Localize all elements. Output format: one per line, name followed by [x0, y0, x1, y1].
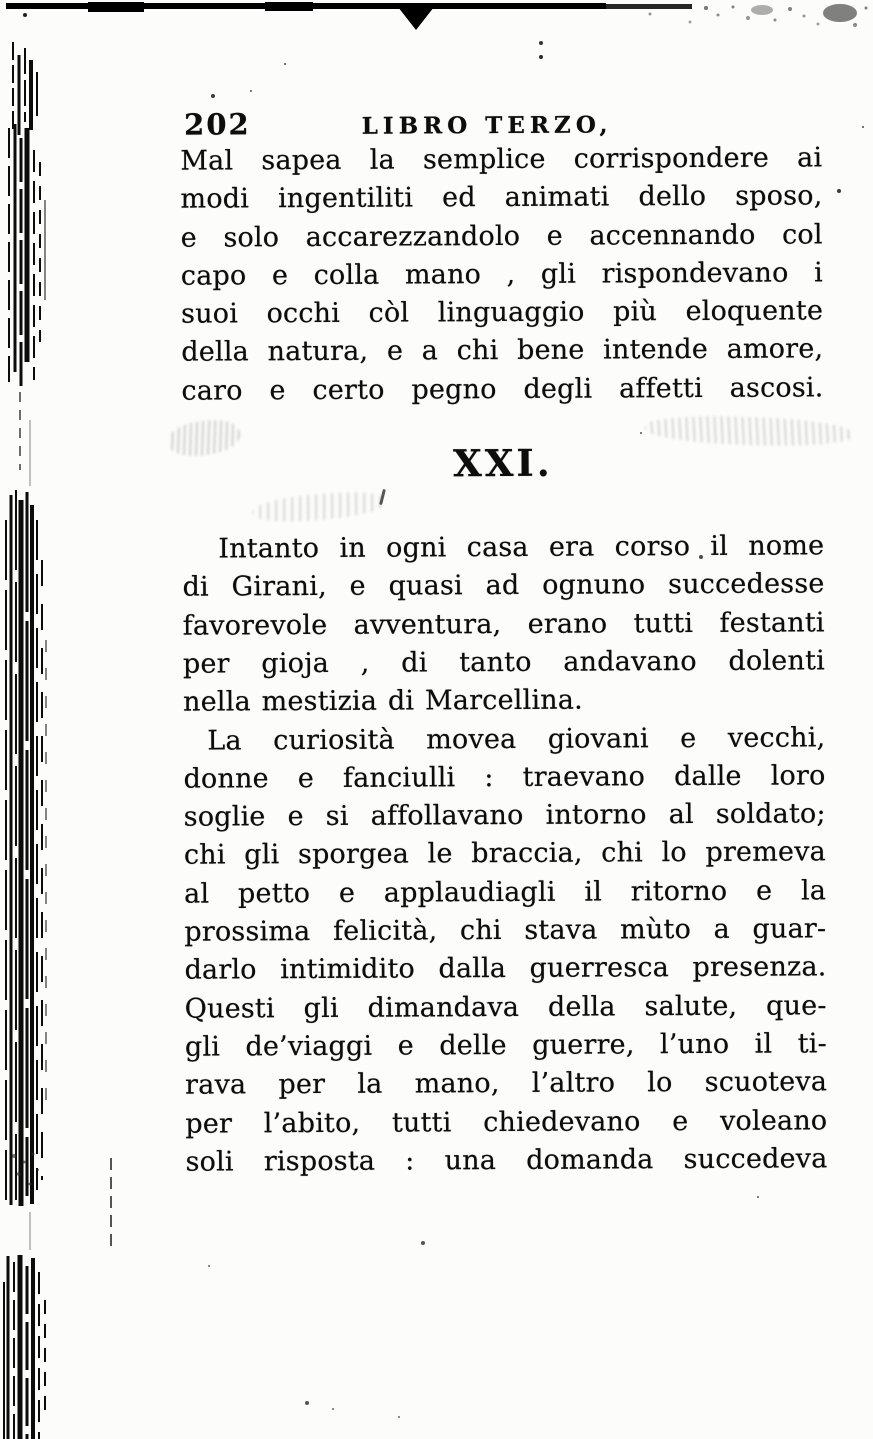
text-line: al petto e applaudiagli il ritorno e la — [184, 875, 827, 910]
heading-spacer — [182, 485, 824, 530]
text-line: Questi gli dimandava della salute, que- — [184, 989, 827, 1025]
text-line: e solo accarezzandolo e accennando col — [180, 218, 823, 254]
text-line: Mal sapea la semplice corrispondere ai — [180, 142, 823, 177]
text-line: Intanto in ogni casa era corso il nome — [218, 530, 825, 565]
ink-specks — [0, 0, 2, 2]
text-line: per l’abito, tutti chiedevano e voleano — [185, 1104, 828, 1140]
text-line: donne e fanciulli : traevano dalle loro — [183, 760, 826, 795]
running-title: LIBRO TERZO, — [361, 111, 613, 140]
text-line: favorevole avventura, erano tutti festanti — [182, 606, 825, 642]
text-line: per gioja , di tanto andavano dolenti — [182, 645, 825, 680]
paragraph-3 — [183, 719, 827, 1182]
section-heading: XXI. — [452, 440, 553, 486]
text-line: modi ingentiliti ed animati dello sposo, — [180, 180, 823, 215]
top-edge-scan-artifact — [0, 0, 873, 40]
text-line: darlo intimidito dalla guerresca presenza. — [184, 951, 827, 987]
text-line: rava per la mano, l’altro lo scuoteva — [185, 1066, 828, 1101]
text-line: di Girani, e quasi ad ognuno succedesse — [182, 568, 825, 604]
paragraph-2 — [182, 527, 825, 722]
paragraph-1 — [180, 139, 823, 410]
text-line: soglie e si affollavano intorno al soldato; — [183, 798, 826, 833]
text-line: prossima felicità, chi stava mùto a guar- — [184, 913, 827, 948]
text-line: caro e certo pegno degli affetti ascosi. — [181, 372, 824, 407]
text-line: della natura, e a chi bene intende amore, — [181, 333, 824, 369]
binding-gutter-shadow — [0, 0, 125, 1439]
text-line: suoi occhi còl linguaggio più eloquente — [181, 295, 824, 330]
page-header — [180, 103, 822, 142]
text-line: nella mestizia di Marcellina. — [183, 684, 584, 718]
text-line: La curiosità movea giovani e vecchi, — [207, 721, 826, 757]
page-text-block — [180, 103, 828, 1181]
text-line: capo e colla mano , gli rispondevano i — [180, 257, 823, 292]
text-line: gli de’viaggi e delle guerre, l’uno il ti- — [184, 1028, 828, 1063]
text-line: soli risposta : una domanda succedeva — [185, 1143, 828, 1178]
text-line: chi gli sporgea le braccia, chi lo premeva — [183, 836, 826, 872]
page-number: 202 — [184, 107, 251, 142]
